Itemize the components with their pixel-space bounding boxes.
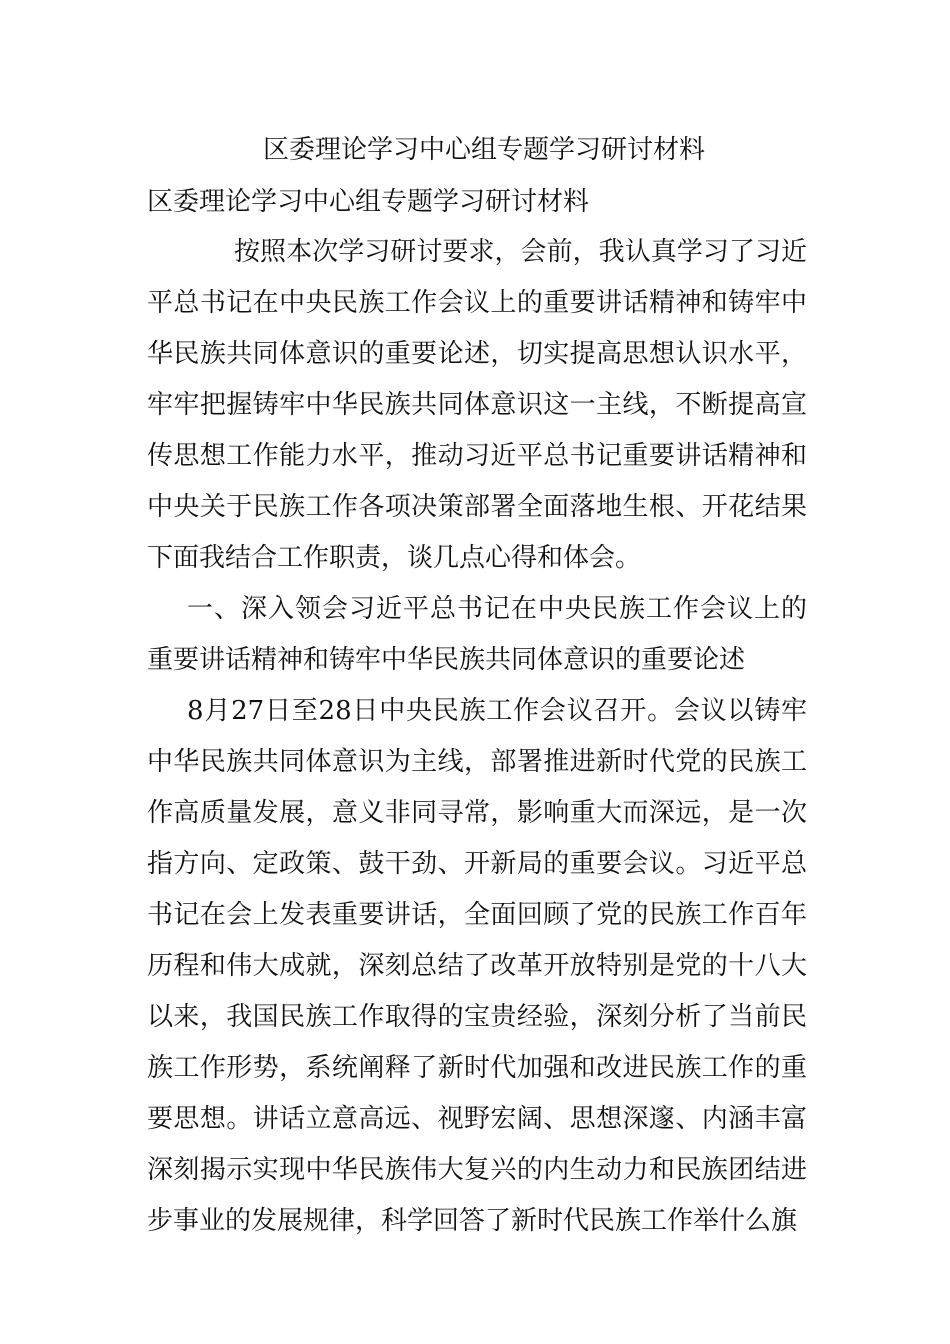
intro-paragraph: 按照本次学习研讨要求，会前，我认真学习了习近平总书记在中央民族工作会议上的重要讲话精神和铸牢中华民族共同体意识的重要论述，切实提高思想认识水平，牢牢把握铸牢中华民族共同体意识这一主线，不断提高宣传思想工作能力水平，推动习近平总书记重要讲话精神和中央关于民族工作各项决策部署全面落地生根、开花结果下面我结合工作职责，谈几点心得和体会。 <box>147 237 807 573</box>
document-body <box>147 133 807 1247</box>
body-paragraph-1: 8月27日至28日中央民族工作会议召开。会议以铸牢中华民族共同体意识为主线，部署推进新时代党的民族工作高质量发展，意义非同寻常，影响重大而深远，是一次指方向、定政策、鼓干劲、开新局的重要会议。习近平总书记在会上发表重要讲话，全面回顾了党的民族工作百年历程和伟大成就，深刻总结了改革开放特别是党的十八大以来，我国民族工作取得的宝贵经验，深刻分析了当前民族工作形势，系统阐释了新时代加强和改进民族工作的重要思想。讲话立意高远、视野宏阔、思想深邃、内涵丰富深刻揭示实现中华民族伟大复兴的内生动力和民族团结进步事业的发展规律，科学回答了新时代民族工作举什么旗 <box>147 696 807 1236</box>
document-subtitle: 区委理论学习中心组专题学习研讨材料 <box>147 187 590 217</box>
document-title: 区委理论学习中心组专题学习研讨材料 <box>263 135 706 165</box>
section-heading-1: 一、深入领会习近平总书记在中央民族工作会议上的重要讲话精神和铸牢中华民族共同体意识的重要论述 <box>147 594 807 675</box>
